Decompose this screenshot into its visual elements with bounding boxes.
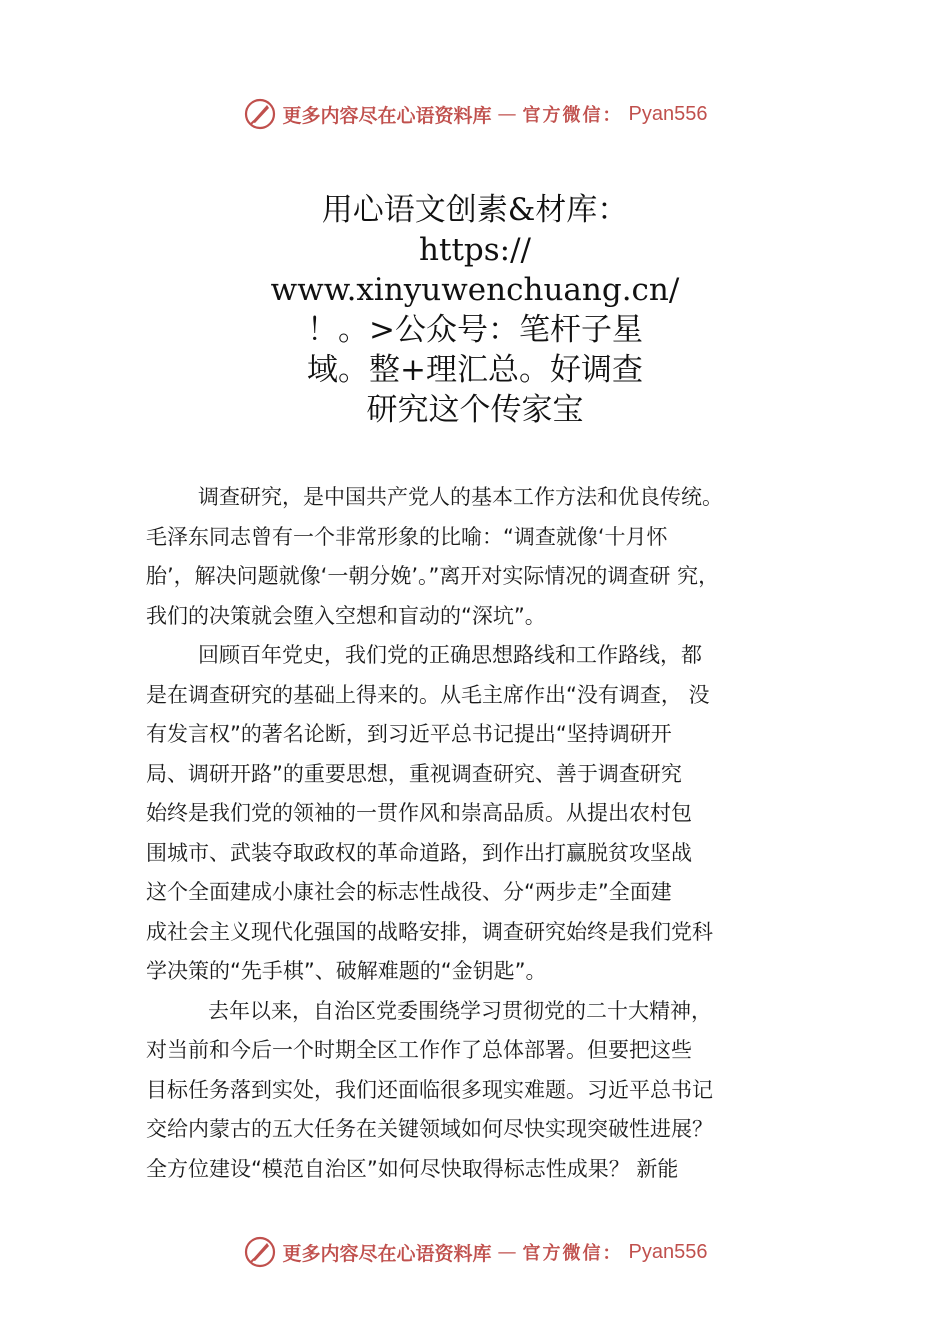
body-line: 这个全面建成小康社会的标志性战役、分“两步走”全面建 <box>146 880 672 904</box>
title-line: https:// <box>419 232 531 268</box>
banner-wechat-id: Pyan556 <box>628 102 708 125</box>
body-line: 围城市、武装夺取政权的革命道路，到作出打赢脱贫攻坚战 <box>146 840 692 865</box>
banner-wechat-label: 官方微信： <box>522 105 623 126</box>
body-line: 成社会主义现代化强国的战略安排，调查研究始终是我们党科 <box>146 919 713 944</box>
banner-dash: — <box>497 1241 517 1263</box>
title-line: 研究这个传家宝 <box>366 392 584 428</box>
banner-slogan: 更多内容尽在心语资料库 <box>282 104 492 127</box>
body-line: 对当前和今后一个时期全区工作作了总体部署。但要把这些 <box>146 1038 692 1062</box>
body-line: 全方位建设“模范自治区”如何尽快取得标志性成果？ 新能 <box>146 1156 679 1181</box>
body-line: 回顾百年党史，我们党的正确思想路线和工作路线，都 <box>198 643 702 667</box>
title-line: 域。整+理汇总。好调查 <box>307 352 643 388</box>
banner-wechat-label: 官方微信： <box>522 1243 623 1264</box>
body-line: 调查研究，是中国共产党人的基本工作方法和优良传统。 <box>198 485 723 509</box>
body-line: 是在调查研究的基础上得来的。从毛主席作出“没有调查， 没 <box>146 682 710 707</box>
banner-dash: — <box>497 103 517 125</box>
footer-banner <box>0 1232 950 1272</box>
banner-wechat-id: Pyan556 <box>628 1240 708 1263</box>
quill-circle-logo-icon <box>243 97 277 131</box>
title-line: 用心语文创素&材库： <box>321 192 629 228</box>
document-body <box>146 478 846 1189</box>
body-line: 交给内蒙古的五大任务在关键领域如何尽快实现突破性进展？ <box>146 1117 713 1141</box>
body-line: 去年以来，自治区党委围绕学习贯彻党的二十大精神， <box>208 998 712 1023</box>
body-line: 局、调研开路”的重要思想，重视调查研究、善于调查研究 <box>146 761 682 786</box>
header-banner <box>0 94 950 134</box>
banner-slogan: 更多内容尽在心语资料库 <box>282 1242 492 1265</box>
title-line: www.xinyuwenchuang.cn/ <box>270 272 680 308</box>
document-title <box>0 190 950 430</box>
body-line: 我们的决策就会堕入空想和盲动的“深坑”。 <box>146 603 546 628</box>
body-line: 有发言权”的著名论断，到习近平总书记提出“坚持调研开 <box>146 722 672 746</box>
body-line: 胎’，解决问题就像‘一朝分娩’。”离开对实际情况的调查研 究， <box>146 564 720 588</box>
body-line: 毛泽东同志曾有一个非常形象的比喻：“调查就像‘十月怀 <box>146 524 668 549</box>
quill-circle-logo-icon <box>243 1235 277 1269</box>
title-line: ！。>公众号：笔杆子星 <box>307 312 643 348</box>
body-line: 始终是我们党的领袖的一贯作风和崇高品质。从提出农村包 <box>146 801 692 825</box>
body-line: 目标任务落到实处，我们还面临很多现实难题。习近平总书记 <box>146 1077 713 1102</box>
body-line: 学决策的“先手棋”、破解难题的“金钥匙”。 <box>146 959 547 983</box>
